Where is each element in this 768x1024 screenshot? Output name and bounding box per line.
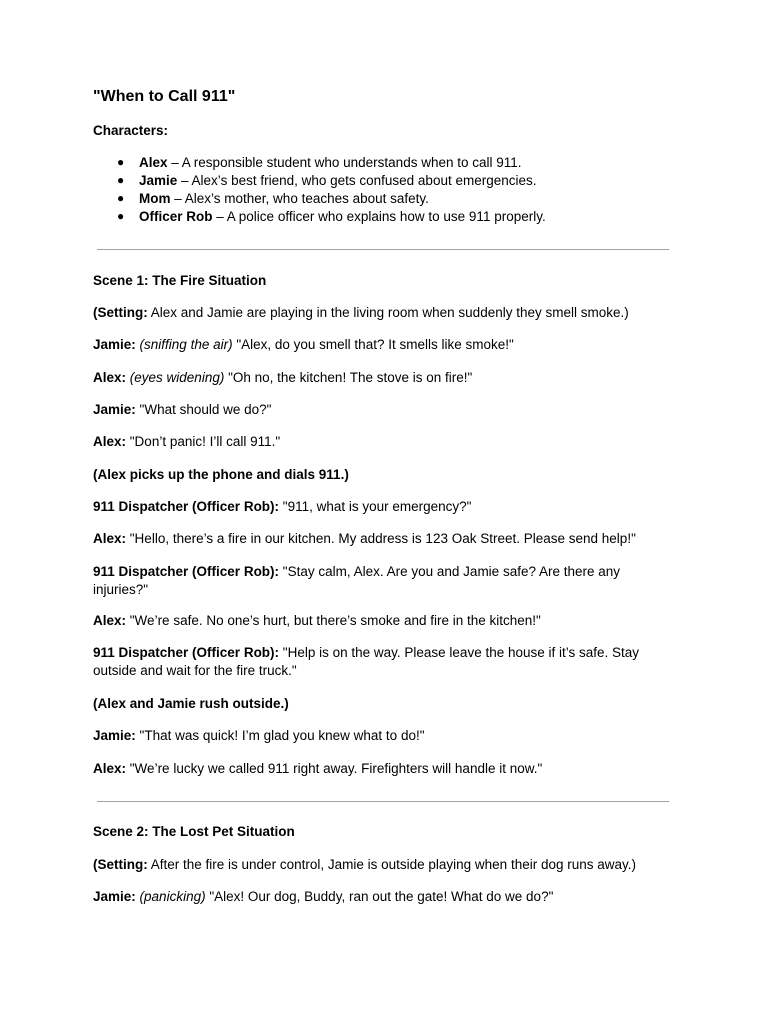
character-name: Alex	[139, 155, 168, 170]
character-desc: – Alex’s mother, who teaches about safety.	[170, 191, 429, 206]
setting-text: Alex and Jamie are playing in the living room when suddenly they smell smoke.)	[147, 305, 629, 320]
dialogue-line	[93, 433, 280, 451]
list-item	[93, 172, 673, 190]
speaker-name: Alex:	[93, 613, 127, 628]
dialogue-line	[93, 644, 673, 679]
action-direction: (Alex picks up the phone and dials 911.)	[93, 467, 349, 482]
speaker-name: Alex:	[93, 761, 127, 776]
dialogue-text: "Help is on the way. Please leave the house if it’s safe. Stay outside and wait for the fire truck."	[93, 645, 640, 678]
setting-line	[93, 856, 636, 874]
dialogue-text: "Oh no, the kitchen! The stove is on fire!"	[224, 370, 473, 385]
stage-direction: (panicking)	[139, 889, 206, 904]
dialogue-text: "We’re lucky we called 911 right away. Firefighters will handle it now."	[126, 761, 543, 776]
horizontal-divider	[97, 249, 669, 250]
character-name: Officer Rob	[139, 209, 213, 224]
speaker-name: 911 Dispatcher (Officer Rob):	[93, 645, 280, 660]
dialogue-text: "Don’t panic! I’ll call 911."	[126, 434, 281, 449]
character-name: Jamie	[139, 173, 178, 188]
dialogue-line	[93, 498, 471, 516]
character-desc: – A police officer who explains how to use 911 properly.	[212, 209, 546, 224]
character-name: Mom	[139, 191, 171, 206]
dialogue-text: "Stay calm, Alex. Are you and Jamie safe? Are there any injuries?"	[93, 564, 621, 597]
setting-line	[93, 304, 629, 322]
dialogue-text: "911, what is your emergency?"	[279, 499, 472, 514]
dialogue-line	[93, 530, 636, 548]
dialogue-line	[93, 563, 673, 598]
speaker-name: Jamie:	[93, 889, 136, 904]
dialogue-line	[93, 612, 541, 630]
horizontal-divider	[97, 801, 669, 802]
speaker-name: Alex:	[93, 370, 127, 385]
character-desc: – A responsible student who understands when to call 911.	[167, 155, 522, 170]
dialogue-line	[93, 888, 553, 906]
dialogue-text: "What should we do?"	[135, 402, 272, 417]
speaker-name: Alex:	[93, 531, 127, 546]
speaker-name: 911 Dispatcher (Officer Rob):	[93, 499, 280, 514]
setting-text: After the fire is under control, Jamie is outside playing when their dog runs away.)	[147, 857, 636, 872]
speaker-name: Jamie:	[93, 728, 136, 743]
list-item	[93, 154, 673, 172]
speaker-name: Alex:	[93, 434, 127, 449]
speaker-name: Jamie:	[93, 337, 136, 352]
scene-heading: Scene 2: The Lost Pet Situation	[93, 824, 295, 839]
speaker-name: Jamie:	[93, 402, 136, 417]
bullet-icon: ●	[117, 155, 125, 169]
dialogue-text: "Alex! Our dog, Buddy, ran out the gate! What do we do?"	[205, 889, 554, 904]
dialogue-line	[93, 369, 472, 387]
dialogue-line	[93, 336, 514, 354]
setting-label: (Setting:	[93, 857, 148, 872]
dialogue-line	[93, 727, 425, 745]
dialogue-text: "Hello, there’s a fire in our kitchen. My address is 123 Oak Street. Please send help!"	[126, 531, 636, 546]
dialogue-text: "That was quick! I’m glad you knew what to do!"	[135, 728, 425, 743]
list-item	[93, 208, 673, 226]
setting-label: (Setting:	[93, 305, 148, 320]
speaker-name: 911 Dispatcher (Officer Rob):	[93, 564, 280, 579]
dialogue-text: "Alex, do you smell that? It smells like smoke!"	[232, 337, 514, 352]
characters-heading: Characters:	[93, 123, 169, 138]
page-title: "When to Call 911"	[93, 88, 236, 105]
dialogue-line	[93, 760, 542, 778]
bullet-icon: ●	[117, 173, 125, 187]
bullet-icon: ●	[117, 209, 125, 223]
character-desc: – Alex’s best friend, who gets confused about emergencies.	[177, 173, 537, 188]
stage-direction: (eyes widening)	[129, 370, 225, 385]
list-item	[93, 190, 673, 208]
scene-heading: Scene 1: The Fire Situation	[93, 273, 267, 288]
bullet-icon: ●	[117, 191, 125, 205]
action-direction: (Alex and Jamie rush outside.)	[93, 696, 289, 711]
stage-direction: (sniffing the air)	[139, 337, 233, 352]
dialogue-line	[93, 401, 271, 419]
dialogue-text: "We’re safe. No one’s hurt, but there’s smoke and fire in the kitchen!"	[126, 613, 541, 628]
